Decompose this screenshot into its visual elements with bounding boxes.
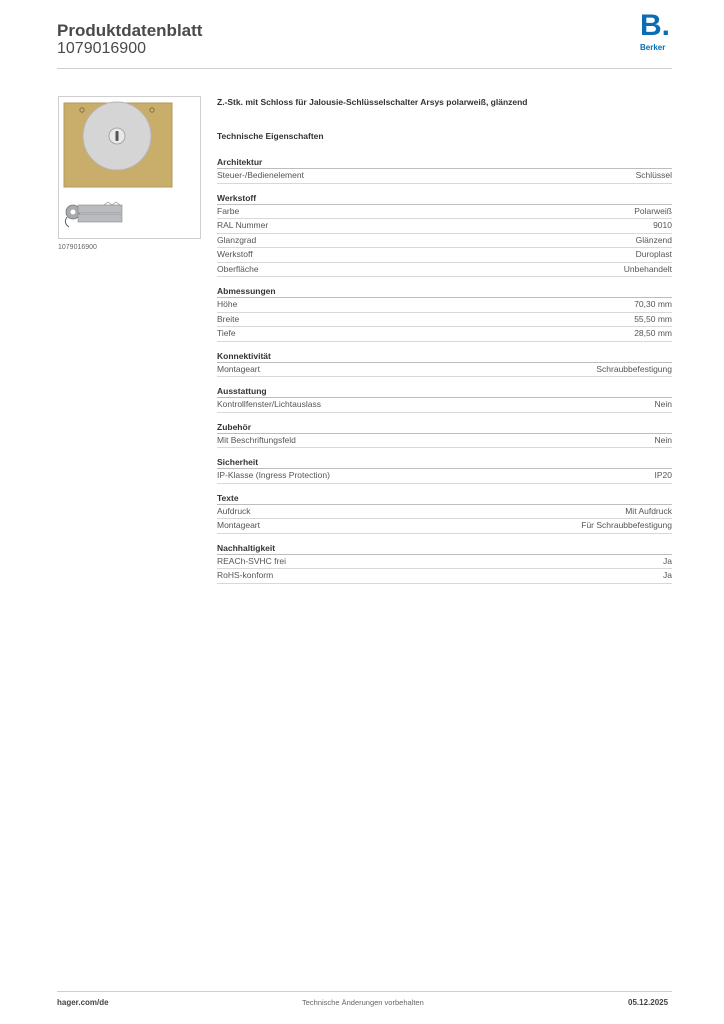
logo-wordmark: Berker	[640, 43, 666, 52]
berker-logo	[640, 9, 676, 55]
spec-label: Steuer-/Bedienelement	[217, 170, 304, 180]
spec-label: Kontrollfenster/Lichtauslass	[217, 399, 321, 409]
product-number: 1079016900	[57, 40, 146, 57]
spec-group	[217, 542, 672, 584]
spec-group	[217, 492, 672, 534]
spec-row	[217, 519, 672, 534]
spec-group	[217, 350, 672, 378]
spec-value: Duroplast	[635, 249, 672, 259]
spec-group-title: Ausstattung	[217, 385, 672, 398]
product-image	[58, 96, 201, 239]
spec-value: 55,50 mm	[634, 313, 672, 324]
spec-group	[217, 192, 672, 278]
product-title: Z.-Stk. mit Schloss für Jalousie-Schlüsselschalter Arsys polarweiß, glänzend	[217, 97, 528, 107]
spec-value: Unbehandelt	[623, 263, 672, 274]
spec-value: Polarweiß	[634, 205, 672, 216]
spec-row	[217, 234, 672, 249]
spec-label: IP-Klasse (Ingress Protection)	[217, 470, 330, 480]
spec-value: Ja	[663, 555, 672, 566]
spec-row	[217, 434, 672, 449]
spec-value: Schraubbefestigung	[596, 363, 672, 374]
keys	[65, 202, 122, 227]
product-illustration	[59, 97, 200, 238]
spec-label: Mit Beschriftungsfeld	[217, 434, 296, 445]
spec-row	[217, 327, 672, 342]
spec-label: Glanzgrad	[217, 234, 257, 245]
spec-row	[217, 398, 672, 413]
spec-value: Nein	[654, 399, 672, 409]
spec-row	[217, 298, 672, 313]
spec-label: Montageart	[217, 363, 260, 374]
spec-label: Farbe	[217, 205, 240, 216]
spec-group-title: Sicherheit	[217, 456, 672, 469]
spec-label: RoHS-konform	[217, 570, 274, 580]
spec-group-title: Nachhaltigkeit	[217, 542, 672, 555]
spec-label: Breite	[217, 313, 240, 324]
keyhole	[116, 131, 119, 141]
specifications-table	[217, 156, 672, 592]
spec-group	[217, 421, 672, 449]
logo-letter: B.	[640, 9, 670, 42]
spec-label: RAL Nummer	[217, 220, 269, 230]
spec-row	[217, 505, 672, 520]
spec-label: REACh-SVHC frei	[217, 555, 286, 566]
spec-row	[217, 263, 672, 278]
spec-group-title: Abmessungen	[217, 285, 672, 298]
image-caption: 1079016900	[58, 244, 97, 251]
spec-value: 70,30 mm	[634, 299, 672, 309]
spec-value: 28,50 mm	[634, 328, 672, 338]
spec-row	[217, 363, 672, 378]
spec-row	[217, 469, 672, 484]
spec-value: Glänzend	[635, 234, 672, 245]
spec-value: Schlüssel	[635, 170, 672, 180]
spec-value: 9010	[653, 220, 672, 230]
spec-value: Mit Aufdruck	[625, 505, 672, 516]
spec-row	[217, 555, 672, 570]
spec-value: Für Schraubbefestigung	[581, 520, 672, 530]
spec-group-title: Architektur	[217, 156, 672, 169]
header-divider	[57, 68, 672, 69]
spec-row	[217, 169, 672, 184]
spec-label: Montageart	[217, 520, 260, 530]
page-title: Produktdatenblatt	[57, 21, 203, 40]
spec-value: IP20	[654, 470, 672, 480]
spec-group	[217, 456, 672, 484]
section-heading: Technische Eigenschaften	[217, 131, 324, 141]
spec-row	[217, 313, 672, 328]
spec-group-title: Werkstoff	[217, 192, 672, 205]
spec-group-title: Texte	[217, 492, 672, 505]
spec-value: Nein	[654, 434, 672, 445]
footer-note: Technische Änderungen vorbehalten	[302, 998, 424, 1007]
footer-divider	[57, 991, 672, 992]
spec-value: Ja	[663, 570, 672, 580]
spec-group	[217, 285, 672, 342]
spec-row	[217, 248, 672, 263]
spec-label: Werkstoff	[217, 249, 253, 259]
spec-label: Aufdruck	[217, 505, 251, 516]
spec-row	[217, 569, 672, 584]
footer-website[interactable]: hager.com/de	[57, 998, 109, 1007]
spec-row	[217, 205, 672, 220]
footer-date: 05.12.2025	[628, 998, 669, 1007]
spec-label: Tiefe	[217, 328, 236, 338]
spec-label: Oberfläche	[217, 263, 259, 274]
spec-group	[217, 385, 672, 413]
spec-group-title: Zubehör	[217, 421, 672, 434]
spec-group	[217, 156, 672, 184]
spec-label: Höhe	[217, 299, 238, 309]
spec-row	[217, 219, 672, 234]
spec-group-title: Konnektivität	[217, 350, 672, 363]
